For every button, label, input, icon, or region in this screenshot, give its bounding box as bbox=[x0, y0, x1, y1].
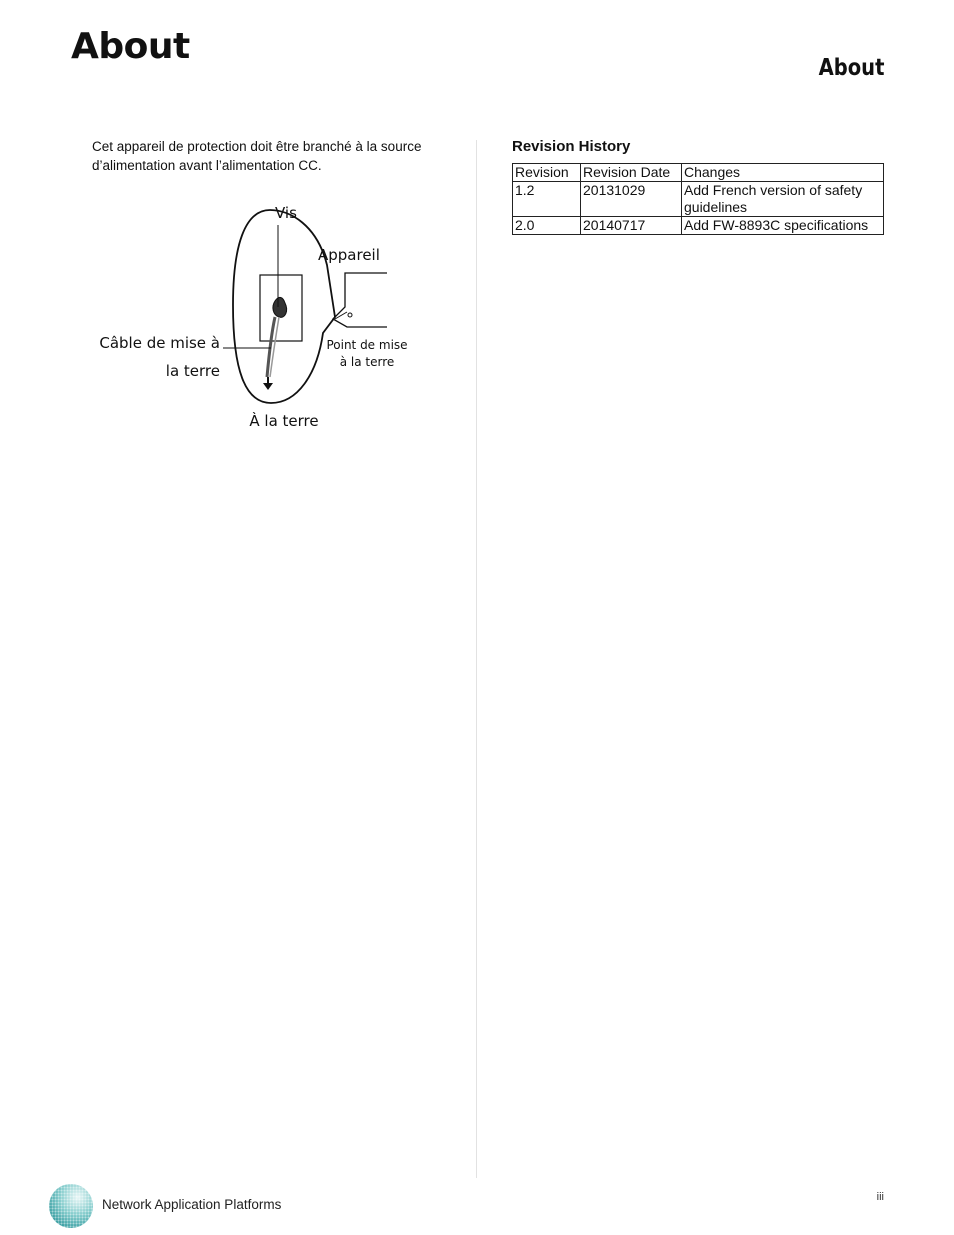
diagram-label-point-line1: Point de mise bbox=[326, 338, 408, 352]
diagram-label-screw: Vis bbox=[275, 204, 297, 222]
diagram-label-cable-line1: Câble de mise à bbox=[99, 334, 220, 352]
cell-revision-date: 20131029 bbox=[581, 182, 682, 217]
diagram-device bbox=[333, 273, 387, 327]
grounding-paragraph: Cet appareil de protection doit être branché à la source d’alimentation avant l’alimentation CC. bbox=[92, 139, 422, 173]
diagram-arrow-head bbox=[263, 383, 273, 390]
footer-brand-text: Network Application Platforms bbox=[102, 1197, 282, 1212]
diagram-label-cable-line2: la terre bbox=[165, 362, 220, 380]
column-header-revision: Revision bbox=[513, 164, 581, 182]
diagram-screw bbox=[273, 297, 287, 317]
page-title: About bbox=[71, 26, 190, 67]
column-header-revision-date: Revision Date bbox=[581, 164, 682, 182]
cell-changes: Add French version of safety guidelines bbox=[682, 182, 884, 217]
column-header-changes: Changes bbox=[682, 164, 884, 182]
diagram-label-device: Appareil bbox=[318, 246, 380, 264]
cell-revision: 1.2 bbox=[513, 182, 581, 217]
diagram-label-ground: À la terre bbox=[249, 412, 319, 430]
diagram-device-point bbox=[348, 313, 352, 317]
table-header-row bbox=[513, 164, 884, 182]
brand-logo-icon bbox=[48, 1183, 94, 1229]
revision-history-table bbox=[512, 163, 884, 235]
table-row bbox=[513, 182, 884, 217]
table-row bbox=[513, 217, 884, 235]
cell-revision: 2.0 bbox=[513, 217, 581, 235]
cell-revision-date: 20140717 bbox=[581, 217, 682, 235]
cell-changes: Add FW-8893C specifications bbox=[682, 217, 884, 235]
grounding-diagram bbox=[95, 195, 415, 435]
diagram-label-point-line2: à la terre bbox=[339, 355, 395, 369]
column-divider bbox=[476, 140, 477, 1178]
page-number: iii bbox=[876, 1191, 884, 1203]
section-header-label: About bbox=[818, 55, 884, 81]
revision-history-heading: Revision History bbox=[512, 138, 631, 155]
